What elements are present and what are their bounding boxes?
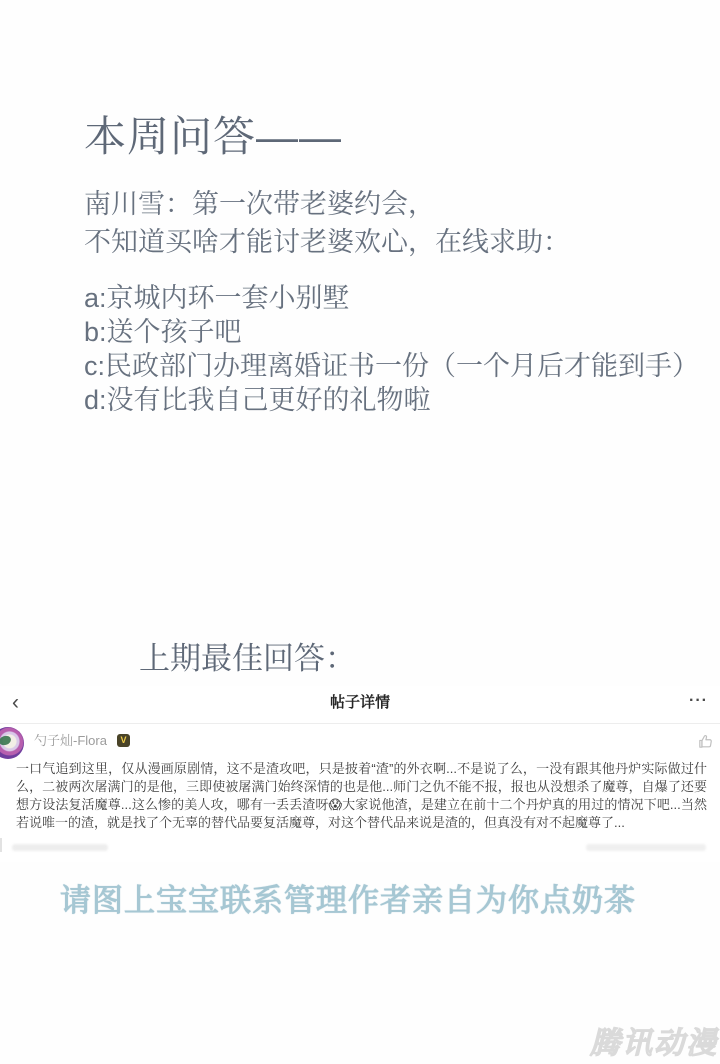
question-block xyxy=(84,185,570,261)
tencent-comics-watermark: 腾讯动漫 xyxy=(590,1027,718,1060)
page-title: 本周问答—— xyxy=(84,113,343,160)
best-answer-heading: 上期最佳回答： xyxy=(139,641,356,676)
user-avatar[interactable] xyxy=(0,727,24,759)
option-c: c:民政部门办理离婚证书一份（一个月后才能到手） xyxy=(84,351,700,381)
post-header-bar xyxy=(0,686,720,722)
thumbs-up-icon[interactable] xyxy=(697,733,714,750)
post-header-title: 帖子详情 xyxy=(329,694,390,711)
verified-badge-icon: V xyxy=(117,734,130,747)
footer-slogan: 请图上宝宝联系管理作者亲自为你点奶茶 xyxy=(60,883,636,918)
question-line-1: 南川雪：第一次带老婆约会， xyxy=(84,189,435,219)
more-menu-icon[interactable]: ··· xyxy=(689,692,708,709)
question-line-2: 不知道买啥才能讨老婆欢心，在线求助： xyxy=(84,227,570,257)
back-icon[interactable]: ‹ xyxy=(12,691,19,714)
author-name: 勺子灿-Flora xyxy=(34,733,107,748)
faded-edge-mark xyxy=(0,838,2,852)
faded-meta-left xyxy=(12,844,108,851)
post-detail-screenshot xyxy=(0,686,720,862)
options-list xyxy=(84,281,699,417)
post-comment: 一口气追到这里，仅从漫画原剧情，这不是渣攻吧，只是披着“渣”的外衣啊...不是说了么，一没有跟其他丹炉实际做过什么，二被两次屠满门的是他，三即使被屠满门始终深情的也是他...师门之仇不能不报，报也从没想杀了魔尊，自爆了还要想方设法复活魔尊...这么惨的美人攻，哪有一丢丢渣呀😱大家说他渣，是建立在前十二个丹炉真的用过的情况下吧...当然若说唯一的渣，就是找了个无辜的替代品要复活魔尊，对这个替代品来说是渣的，但真没有对不起魔尊了... xyxy=(16,761,707,830)
option-d: d:没有比我自己更好的礼物啦 xyxy=(84,385,431,415)
divider xyxy=(0,723,720,724)
faded-meta-right xyxy=(586,844,706,851)
option-a: a:京城内环一套小别墅 xyxy=(84,283,350,313)
option-b: b:送个孩子吧 xyxy=(84,317,242,347)
